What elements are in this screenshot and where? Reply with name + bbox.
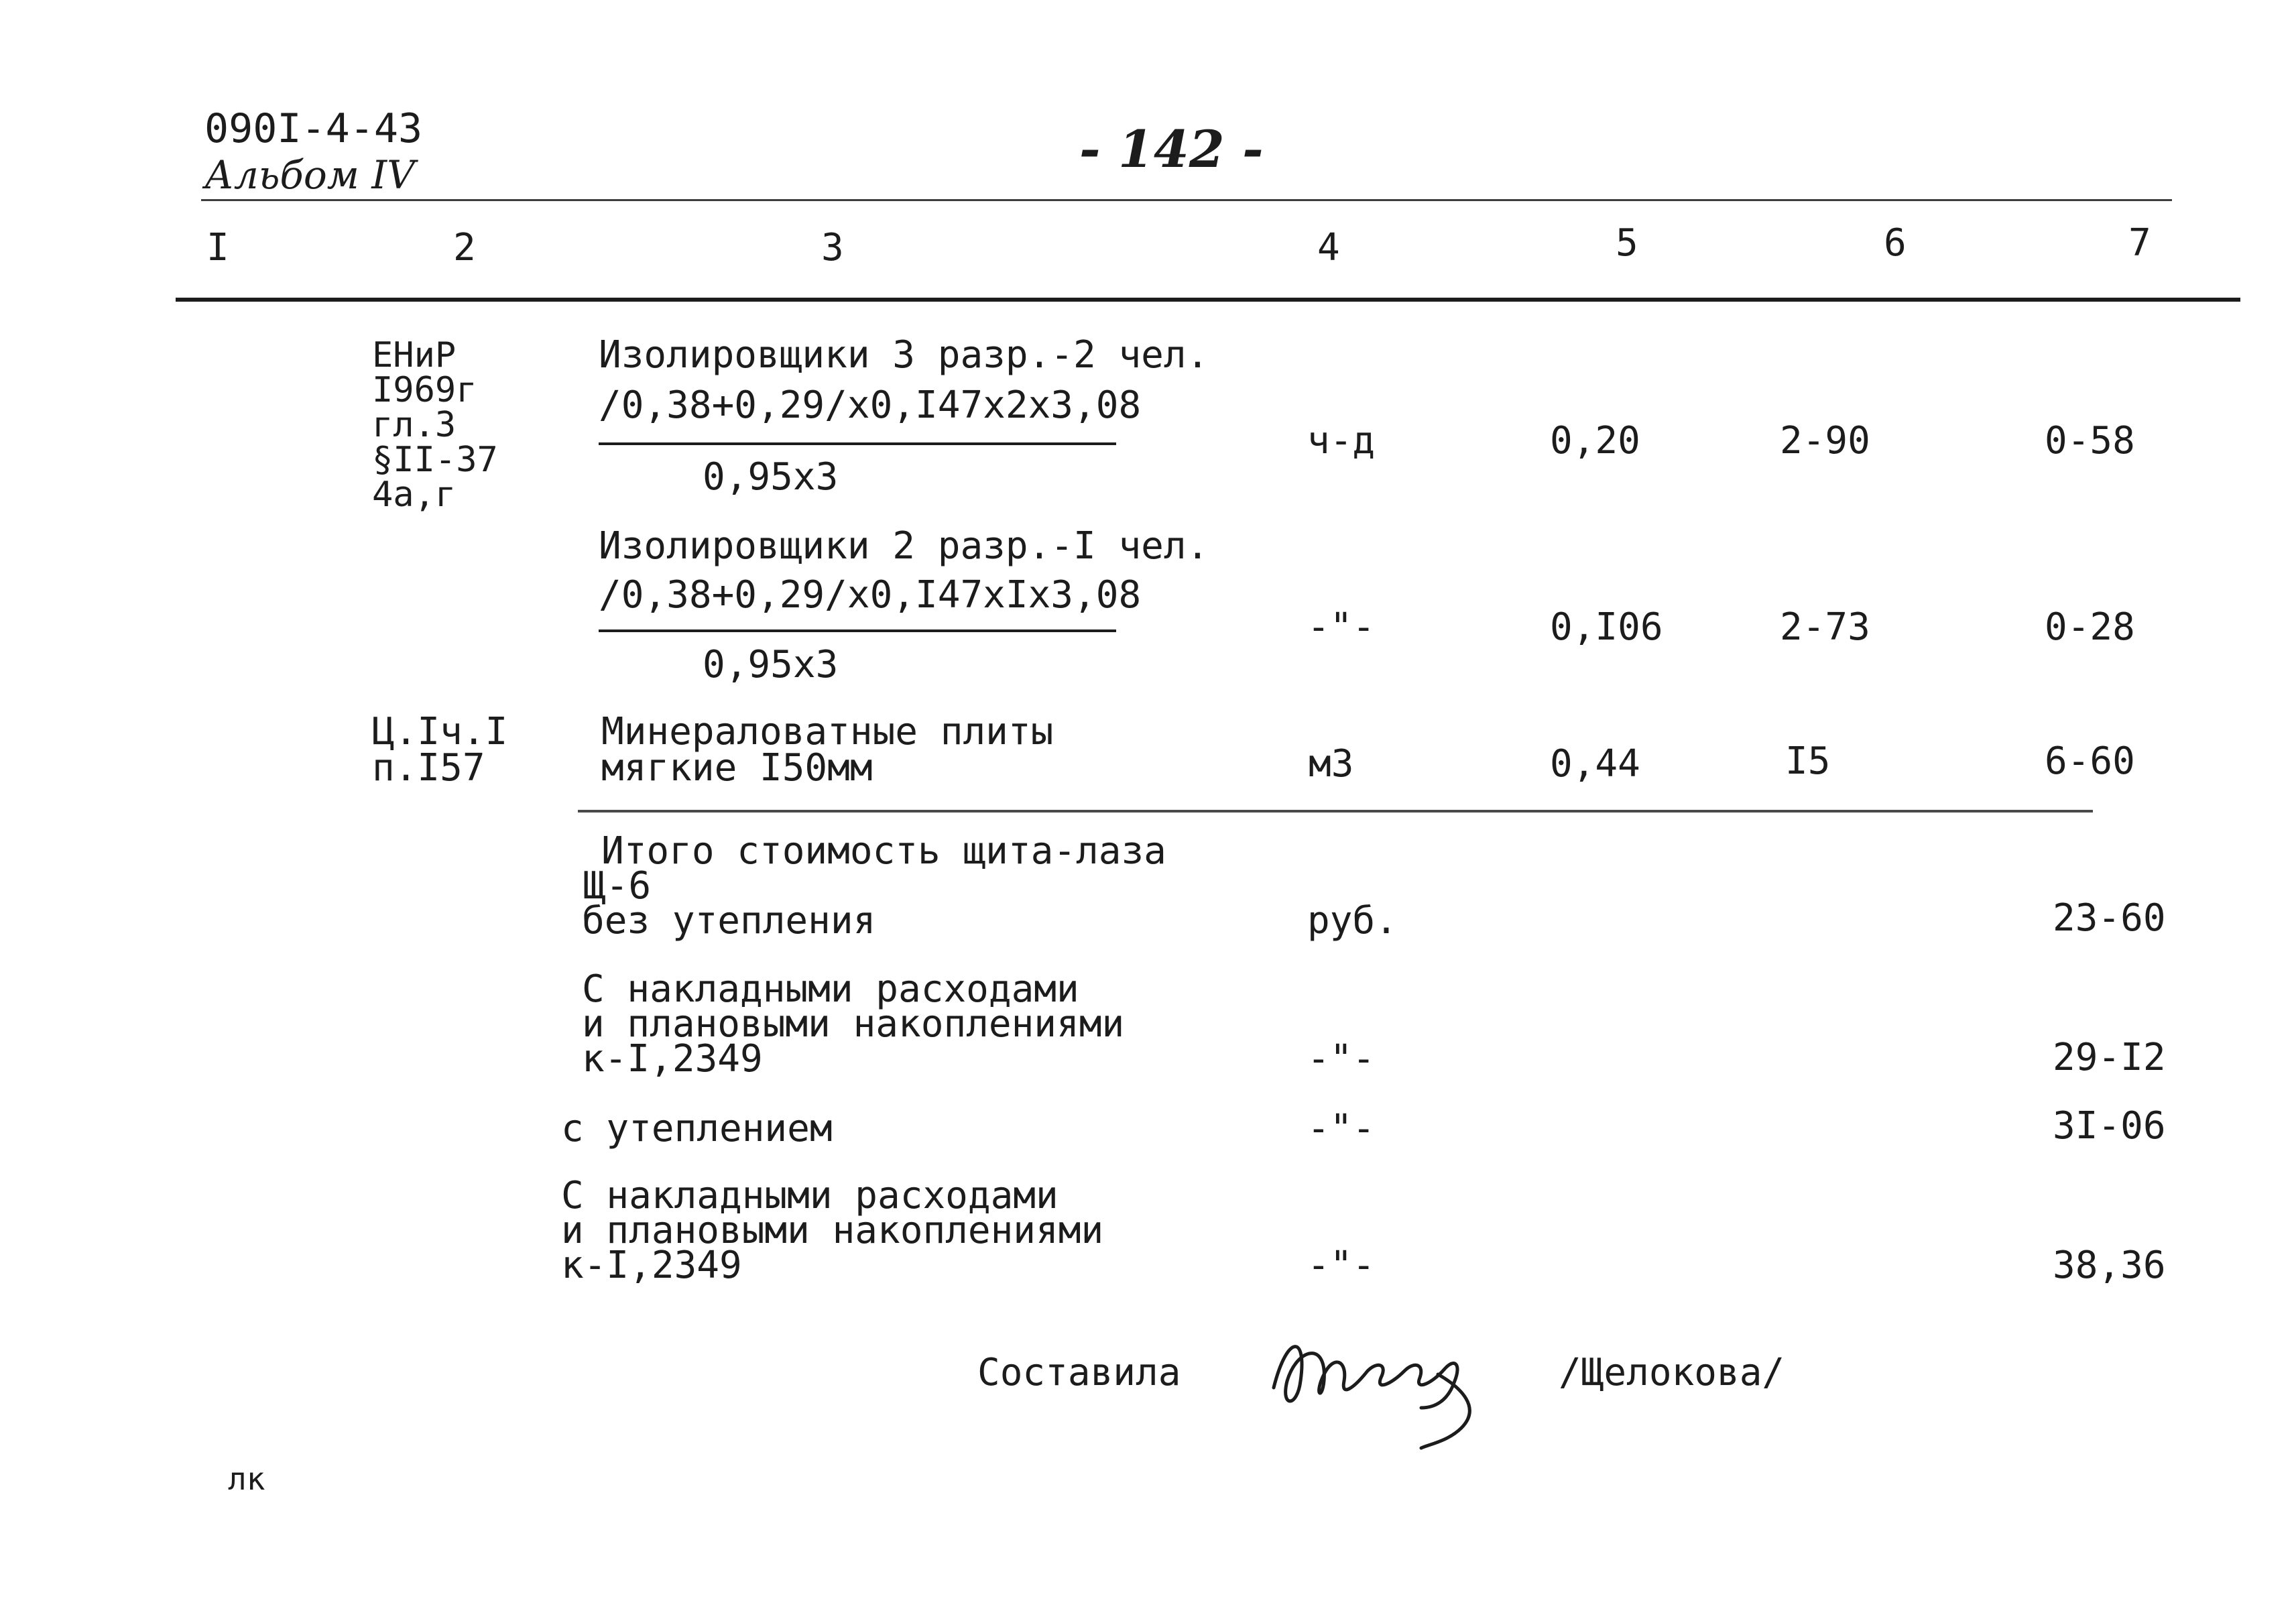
fraction-line <box>599 442 1116 445</box>
header-top-rule <box>201 199 2172 201</box>
col-header-1: I <box>206 226 229 269</box>
col-header-3: 3 <box>821 226 844 269</box>
formula-denominator: 0,95х3 <box>703 643 839 686</box>
total-line: С накладными расходами <box>582 967 1079 1011</box>
row-source-line: Ц.Iч.I <box>372 710 508 754</box>
total-line: и плановыми накоплениями <box>582 1002 1125 1046</box>
row-source-line: I969г <box>372 370 477 410</box>
row-quantity: 0,44 <box>1550 742 1640 786</box>
total-line: и плановыми накоплениями <box>561 1209 1104 1252</box>
col-header-5: 5 <box>1616 221 1638 265</box>
signature-label: Составила <box>977 1351 1181 1394</box>
total-unit: руб. <box>1307 899 1398 943</box>
row-source-line: §II-37 <box>372 440 498 480</box>
total-cost: 29-I2 <box>2053 1036 2166 1079</box>
col-header-2: 2 <box>453 226 476 269</box>
row-cost: 0-28 <box>2045 605 2135 649</box>
row-unit-price: 2-90 <box>1780 419 1870 463</box>
header-bottom-rule <box>176 298 2240 302</box>
total-unit: -"- <box>1307 1244 1376 1287</box>
signer-name: /Щелокова/ <box>1559 1351 1785 1394</box>
row-title: Изолировщики 3 разр.-2 чел. <box>599 333 1209 377</box>
row-quantity: 0,I06 <box>1550 605 1663 649</box>
page-number: - 142 - <box>1079 119 1264 179</box>
total-cost: 3I-06 <box>2053 1104 2166 1148</box>
row-unit-price: 2-73 <box>1780 605 1870 649</box>
total-line: С накладными расходами <box>561 1174 1059 1217</box>
row-unit-price: I5 <box>1785 739 1831 783</box>
total-line: с утеплением <box>561 1107 833 1150</box>
row-source-line: гл.3 <box>372 405 457 445</box>
col-header-6: 6 <box>1884 221 1907 265</box>
album-label: Альбом IV <box>204 152 416 198</box>
row-cost: 0-58 <box>2045 419 2135 463</box>
row-unit: м3 <box>1309 742 1354 786</box>
fraction-line <box>599 629 1116 632</box>
footer-mark: лк <box>228 1461 265 1497</box>
totals-separator <box>578 810 2093 813</box>
total-cost: 38,36 <box>2053 1244 2166 1287</box>
formula-numerator: /0,38+0,29/х0,I47х2х3,08 <box>599 383 1142 427</box>
document-code: 090I-4-43 <box>204 105 423 152</box>
handwritten-signature <box>1260 1307 1502 1455</box>
col-header-4: 4 <box>1317 226 1340 269</box>
total-cost: 23-60 <box>2053 896 2166 940</box>
row-cost: 6-60 <box>2045 739 2135 783</box>
row-title: Изолировщики 2 разр.-I чел. <box>599 524 1209 568</box>
total-line: Итого стоимость щита-лаза <box>601 829 1166 873</box>
row-source-line: 4а,г <box>372 475 457 515</box>
total-line: к-I,2349 <box>582 1037 763 1081</box>
row-unit: -"- <box>1307 605 1376 649</box>
row-title: Минераловатные плиты <box>601 710 1054 754</box>
total-unit: -"- <box>1307 1107 1376 1150</box>
formula-numerator: /0,38+0,29/х0,I47хIх3,08 <box>599 573 1142 617</box>
col-header-7: 7 <box>2128 221 2151 265</box>
row-unit: ч-д <box>1307 419 1376 463</box>
total-unit: -"- <box>1307 1037 1376 1081</box>
row-title: мягкие I50мм <box>601 746 873 790</box>
total-line: Щ-6 <box>583 864 652 908</box>
row-source-line: п.I57 <box>372 746 485 790</box>
row-source-line: ЕНиР <box>372 335 457 375</box>
row-quantity: 0,20 <box>1550 419 1640 463</box>
formula-denominator: 0,95х3 <box>703 455 839 499</box>
total-line: к-I,2349 <box>561 1244 742 1287</box>
total-line: без утепления <box>582 899 876 943</box>
